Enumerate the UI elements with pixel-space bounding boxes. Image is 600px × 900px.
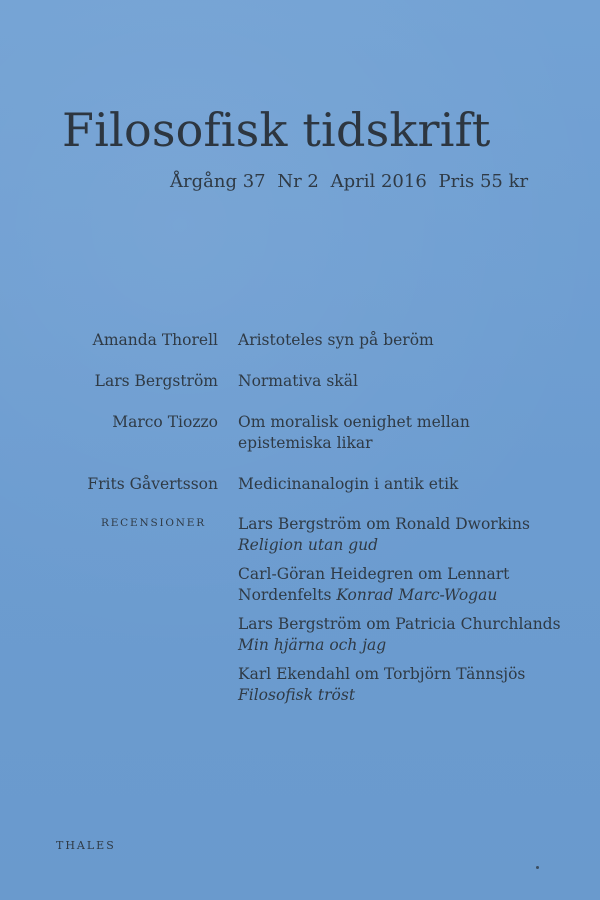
review-entry (238, 664, 568, 706)
toc-author: Lars Bergström (94, 372, 218, 390)
review-line-text: Nordenfelts (238, 586, 332, 604)
review-line: Lars Bergström om Patricia Churchlands (238, 615, 561, 633)
review-book-title: Religion utan gud (238, 536, 379, 554)
review-line: Karl Ekendahl om Torbjörn Tännsjös (238, 665, 526, 683)
issue-info (170, 171, 534, 192)
review-line (238, 585, 568, 606)
review-line: Lars Bergström om Ronald Dworkins (238, 515, 530, 533)
toc-entry (0, 474, 600, 496)
review-book-title: Filosofisk tröst (238, 686, 356, 704)
toc-article-title-line: Om moralisk oenighet mellan (238, 413, 470, 431)
review-entry (238, 614, 568, 656)
toc-article-title-line: epistemiska likar (238, 434, 373, 452)
speck (536, 866, 539, 869)
toc-article-title: Medicinanalogin i antik etik (238, 475, 459, 493)
review-book-title: Min hjärna och jag (238, 636, 387, 654)
toc-author: Amanda Thorell (92, 331, 218, 349)
toc-article-title: Normativa skäl (238, 372, 358, 390)
toc-entry (0, 371, 600, 393)
review-book-title: Konrad Marc-Wogau (336, 586, 498, 604)
journal-title: Filosofisk tidskrift (62, 103, 491, 157)
reviews-label: RECENSIONER (101, 517, 206, 529)
toc-article-title (238, 412, 568, 454)
issue-date: April 2016 (330, 171, 427, 192)
toc-entry (0, 330, 600, 352)
issue-price: Pris 55 kr (438, 171, 529, 192)
issue-number: Nr 2 (277, 171, 319, 192)
issue-volume: Årgång 37 (170, 171, 266, 192)
table-of-contents (0, 330, 600, 515)
reviews-section (0, 514, 600, 714)
review-line: Carl-Göran Heidegren om Lennart (238, 565, 510, 583)
review-entry (238, 564, 568, 606)
review-entry (238, 514, 568, 556)
publisher-name: THALES (56, 839, 116, 852)
toc-entry (0, 412, 600, 455)
toc-author: Marco Tiozzo (112, 413, 218, 431)
toc-author: Frits Gåvertsson (87, 475, 218, 493)
toc-article-title: Aristoteles syn på beröm (238, 331, 434, 349)
